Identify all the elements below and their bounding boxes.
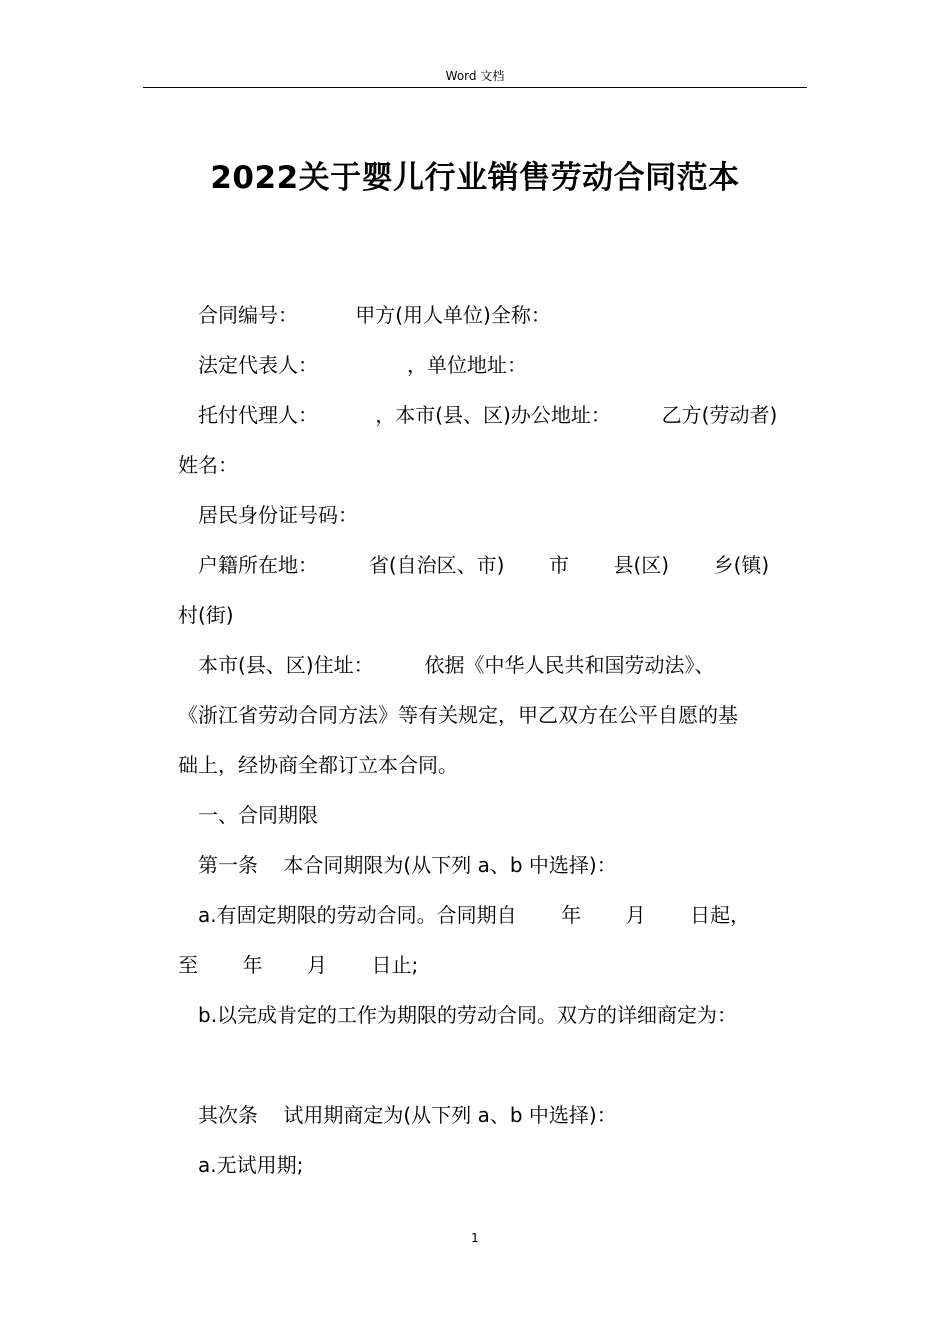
document-title: 2022关于婴儿行业销售劳动合同范本 (210, 160, 740, 196)
header-divider (143, 87, 807, 88)
article-1-option-b: b.以完成肯定的工作为期限的劳动合同。双方的详细商定为： (198, 1003, 738, 1027)
paragraph-agent: 托付代理人： ，本市(县、区)办公地址： 乙方(劳动者) (198, 403, 778, 427)
blank-line (178, 1040, 808, 1090)
paragraph-village: 村(街) (178, 603, 234, 627)
page-header: Word 文档 (445, 69, 505, 83)
paragraph-regulations: 《浙江省劳动合同方法》等有关规定，甲乙双方在公平自愿的基 (178, 703, 738, 727)
article-1-option-a: a.有固定期限的劳动合同。合同期自 年 月 日起， (198, 903, 751, 927)
paragraph-id-number: 居民身份证号码： (198, 503, 358, 527)
paragraph-name: 姓名： (178, 453, 238, 477)
section-heading-contract-term: 一、合同期限 (198, 803, 318, 827)
paragraph-residence: 本市(县、区)住址： 依据《中华人民共和国劳动法》、 (198, 653, 715, 677)
page-number: 1 (471, 1231, 479, 1245)
article-1: 第一条 本合同期限为(从下列 a、b 中选择)： (198, 853, 617, 877)
article-1-option-a-continued: 至 年 月 日止; (178, 953, 419, 977)
document-body (178, 290, 808, 1190)
paragraph-contract-number: 合同编号： 甲方(用人单位)全称： (198, 303, 551, 327)
paragraph-household-registration: 户籍所在地： 省(自治区、市) 市 县(区) 乡(镇) (198, 553, 770, 577)
article-2-option-a: a.无试用期; (198, 1153, 304, 1177)
article-2: 其次条 试用期商定为(从下列 a、b 中选择)： (198, 1103, 617, 1127)
paragraph-legal-representative: 法定代表人： ，单位地址： (198, 353, 528, 377)
paragraph-agreement: 础上，经协商全都订立本合同。 (178, 753, 458, 777)
